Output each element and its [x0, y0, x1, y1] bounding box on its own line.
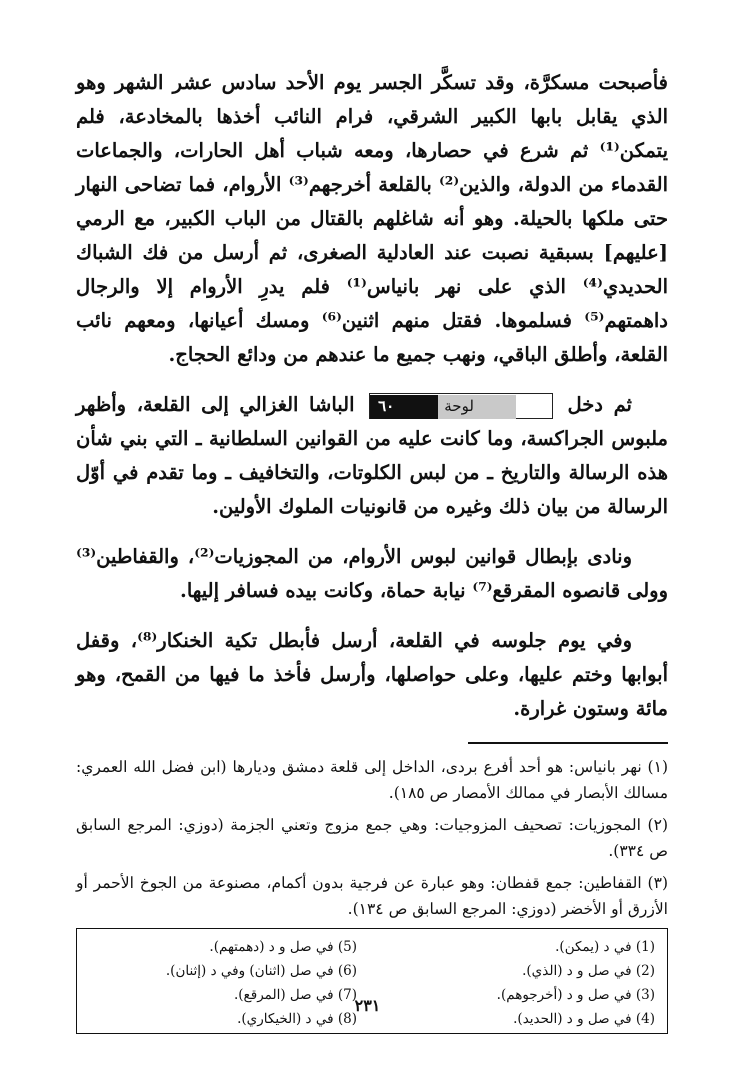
- paragraph-2: [76, 388, 668, 524]
- paragraph-2-text: الباشا الغزالي إلى القلعة، وأظهر ملبوس الجراكسة، وما كانت عليه من القوانين السلطانية ـ التي بني شأن هذه الرسالة والتاريخ ـ من لبس الكلوتات، والتخافيف ـ وما تقدم في أوّل الرسالة من بيان ذلك وغيره من قانونيات الملوك الأولين.: [76, 393, 668, 518]
- paragraph-1: فأصبحت مسكرَّة، وقد تسكَّر الجسر يوم الأحد سادس عشر الشهر وهو الذي يقابل بابها الكبير الشرقي، فرام النائب أخذها بالمخادعة، فلم يتمكن⁽¹⁾ ثم شرع في حصارها، ومعه شباب أهل الحارات، والجماعات القدماء من الدولة، والذين⁽²⁾ بالقلعة أخرجهم⁽³⁾ الأروام، فما تضاحى النهار حتى ملكها بالحيلة. وهو أنه شاغلهم بالقتال من الباب الكبير، مع الرمي [عليهم] بسبقية نصبت عند العادلية الصغرى، ثم أرسل من فك الشباك الحديدي⁽⁴⁾ الذي على نهر بانياس⁽¹⁾ فلم يدرِ الأروام إلا والرجال داهمتهم⁽⁵⁾ فسلموها. فقتل منهم اثنين⁽⁶⁾ ومسك أعيانها، ومعهم نائب القلعة، وأطلق الباقي، ونهب جميع ما عندهم من ودائع الحجاج.: [76, 71, 668, 366]
- footnote-1: (١) نهر بانياس: هو أحد أفرع بردى، الداخل إلى قلعة دمشق وديارها (ابن فضل الله العمري: مسالك الأبصار في ممالك الأمصار ص ١٨٥).: [76, 758, 668, 802]
- paragraph-4: وفي يوم جلوسه في القلعة، أرسل فأبطل تكية الخنكار⁽⁸⁾، وقفل أبوابها وختم عليها، وعلى حواصلها، وأرسل فأخذ ما فيها من القمح، وهو مائة وستون غرارة.: [76, 629, 668, 720]
- variant-6: (6) في صل (اثنان) وفي د (إثنان).: [165, 963, 357, 979]
- footnote-2: (٢) المجوزيات: تصحيف المزوجيات: وهي جمع مزوج وتعني الجزمة (دوزي: المرجع السابق ص ٣٣٤).: [76, 816, 668, 860]
- page-content: [76, 66, 668, 1034]
- variant-8: (8) في د (الخيكاري).: [237, 1011, 357, 1027]
- variant-4: (4) في صل و د (الحديد).: [513, 1011, 655, 1027]
- plate-tag: [369, 393, 553, 419]
- paragraph-3: ونادى بإبطال قوانين لبوس الأروام، من المجوزيات⁽²⁾، والقفاطين⁽³⁾ وولى قانصوه المقرقع⁽⁷⁾ نيابة حماة، وكانت بيده فسافر إليها.: [76, 545, 668, 602]
- footnote-divider: [468, 742, 668, 744]
- footnote-3: (٣) القفاطين: جمع قفطان: وهو عبارة عن فرجية بدون أكمام، مصنوعة من الجوخ الأحمر أو الأزرق أو الأخضر (دوزي: المرجع السابق ص ١٣٤).: [76, 874, 668, 918]
- plate-tag-number: ٦٠: [370, 395, 438, 419]
- variant-1: (1) في د (يمكن).: [555, 939, 655, 955]
- variant-2: (2) في صل و د (الذي).: [522, 963, 655, 979]
- page-number: ٢٣١: [354, 996, 381, 1015]
- plate-tag-label: لوحة: [438, 395, 516, 419]
- variant-3: (3) في صل و د (أخرجوهم).: [496, 987, 655, 1003]
- main-text: [76, 66, 668, 726]
- paragraph-2-prefix: ثم دخل: [567, 393, 632, 416]
- variant-readings-box: [76, 928, 668, 1034]
- variant-7: (7) في صل (المرقع).: [234, 987, 357, 1003]
- variant-5: (5) في صل و د (دهمتهم).: [209, 939, 357, 955]
- footnotes: [76, 754, 668, 922]
